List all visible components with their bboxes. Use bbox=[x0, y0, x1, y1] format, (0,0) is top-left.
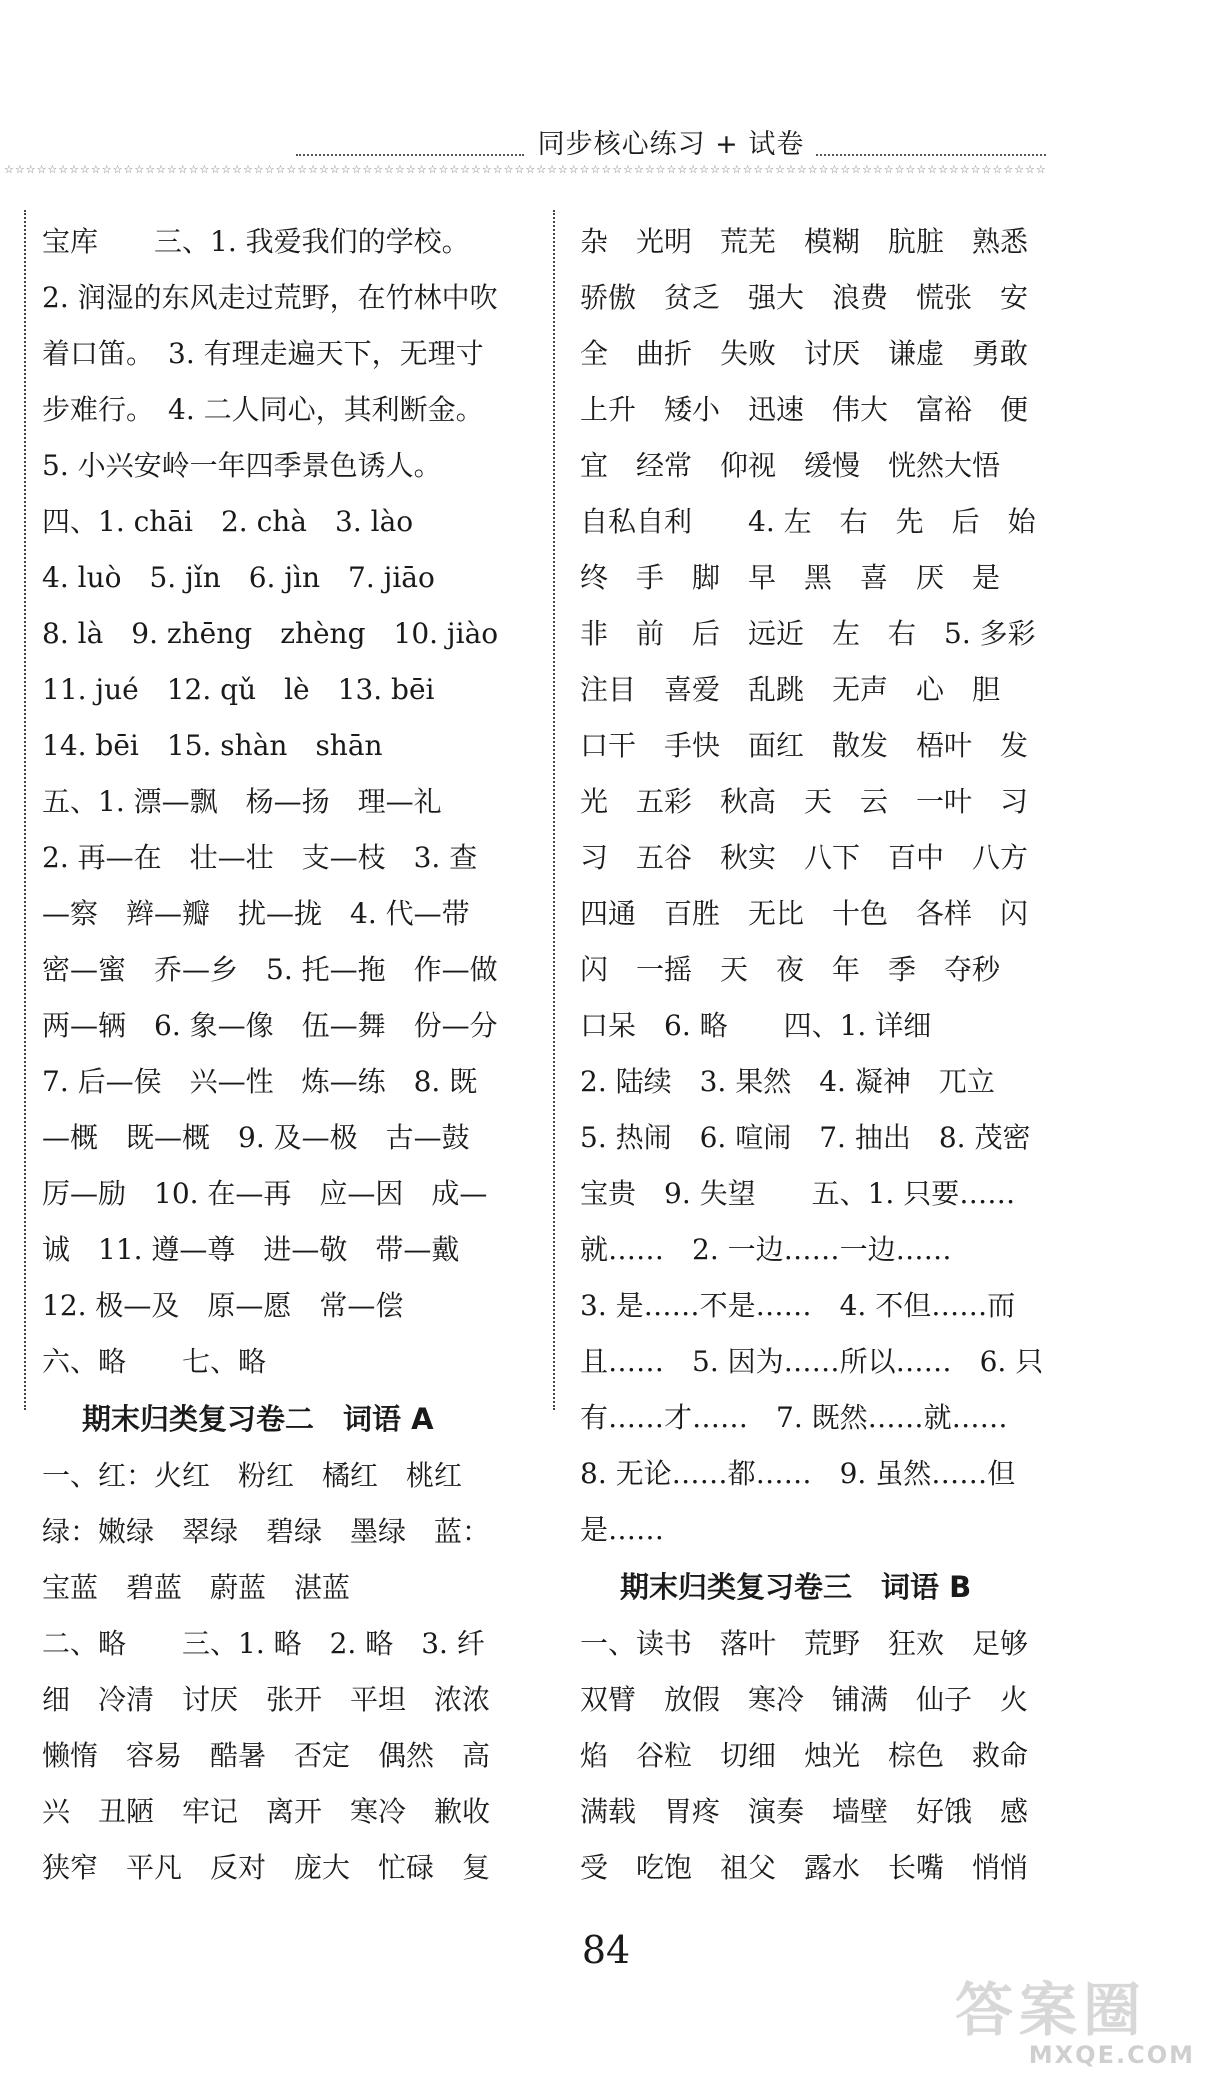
column-divider bbox=[553, 210, 555, 1410]
answer-line: 绿：嫩绿 翠绿 碧绿 墨绿 蓝： bbox=[42, 1515, 491, 1548]
watermark-text: 答案圈 bbox=[955, 1976, 1148, 2044]
answer-line: 细 冷清 讨厌 张开 平坦 浓浓 bbox=[42, 1683, 491, 1716]
answer-line: 二、略 三、1. 略 2. 略 3. 纤 bbox=[42, 1627, 485, 1660]
header-rule-right bbox=[816, 154, 1046, 156]
answer-line: 宝库 三、1. 我爱我们的学校。 bbox=[42, 225, 470, 258]
answer-line: 厉—励 10. 在—再 应—因 成— bbox=[42, 1177, 488, 1210]
watermark-logo bbox=[955, 1978, 1205, 2068]
answer-line: 注目 喜爱 乱跳 无声 心 胆 bbox=[580, 673, 1001, 706]
answer-line: 上升 矮小 迅速 伟大 富裕 便 bbox=[580, 393, 1029, 426]
answer-line: 宝蓝 碧蓝 蔚蓝 湛蓝 bbox=[42, 1571, 351, 1604]
star-border: ☆☆☆☆☆☆☆☆☆☆☆☆☆☆☆☆☆☆☆☆☆☆☆☆☆☆☆☆☆☆☆☆☆☆☆☆☆☆☆☆☆☆☆☆☆☆☆☆☆☆☆☆☆☆☆☆☆☆☆☆☆☆☆☆☆☆☆☆☆☆☆☆☆☆☆☆☆☆☆☆☆☆☆☆☆☆☆☆☆☆☆☆☆☆☆☆ bbox=[4, 163, 1047, 176]
answer-line: 懒惰 容易 酷暑 否定 偶然 高 bbox=[42, 1739, 491, 1772]
answer-line: 六、略 七、略 bbox=[42, 1345, 267, 1378]
answer-line: 两—辆 6. 象—像 伍—舞 份—分 bbox=[42, 1009, 498, 1042]
answer-line: 焰 谷粒 切细 烛光 棕色 救命 bbox=[580, 1739, 1029, 1772]
answer-line: 有……才…… 7. 既然……就…… bbox=[580, 1401, 1008, 1434]
answer-line: 习 五谷 秋实 八下 百中 八方 bbox=[580, 841, 1029, 874]
answer-line: 闪 一摇 天 夜 年 季 夺秒 bbox=[580, 953, 1001, 986]
right-answers-part2 bbox=[580, 1616, 1050, 1896]
answer-line: 5. 热闹 6. 喧闹 7. 抽出 8. 茂密 bbox=[580, 1121, 1031, 1154]
answer-line: 8. là 9. zhēng zhèng 10. jiào bbox=[42, 617, 499, 650]
answer-line: 骄傲 贫乏 强大 浪费 慌张 安 bbox=[580, 281, 1029, 314]
answer-line: 2. 陆续 3. 果然 4. 凝神 兀立 bbox=[580, 1065, 995, 1098]
answer-line: 杂 光明 荒芜 模糊 肮脏 熟悉 bbox=[580, 225, 1029, 258]
answer-line: 且…… 5. 因为……所以…… 6. 只 bbox=[580, 1345, 1044, 1378]
left-answers-part1 bbox=[42, 214, 532, 1390]
section-title-review-2: 期末归类复习卷二 词语 A bbox=[82, 1402, 434, 1436]
answer-line: 8. 无论……都…… 9. 虽然……但 bbox=[580, 1457, 1016, 1490]
watermark-url: MXQE.COM bbox=[1028, 2041, 1195, 2069]
left-answers-part2 bbox=[42, 1448, 532, 1896]
running-header bbox=[296, 122, 1046, 162]
answer-line: —概 既—概 9. 及—极 古—鼓 bbox=[42, 1121, 470, 1154]
answer-line: 受 吃饱 祖父 露水 长嘴 悄悄 bbox=[580, 1851, 1029, 1884]
answer-line: 四通 百胜 无比 十色 各样 闪 bbox=[580, 897, 1029, 930]
answer-line: 自私自利 4. 左 右 先 后 始 bbox=[580, 505, 1036, 538]
answer-line: 兴 丑陋 牢记 离开 寒冷 歉收 bbox=[42, 1795, 491, 1828]
answer-line: 口干 手快 面红 散发 梧叶 发 bbox=[580, 729, 1029, 762]
answer-line: 满载 胃疼 演奏 墙壁 好饿 感 bbox=[580, 1795, 1029, 1828]
answer-line: 是…… bbox=[580, 1513, 665, 1546]
answer-line: 五、1. 漂—飘 杨—扬 理—礼 bbox=[42, 785, 442, 818]
answer-line: 7. 后—侯 兴—性 炼—练 8. 既 bbox=[42, 1065, 478, 1098]
answer-line: 12. 极—及 原—愿 常—偿 bbox=[42, 1289, 404, 1322]
answer-line: 口呆 6. 略 四、1. 详细 bbox=[580, 1009, 932, 1042]
answer-line: 终 手 脚 早 黑 喜 厌 是 bbox=[580, 561, 1001, 594]
answer-line: 3. 是……不是…… 4. 不但……而 bbox=[580, 1289, 1016, 1322]
answer-line: 着口笛。 3. 有理走遍天下，无理寸 bbox=[42, 337, 484, 370]
answer-line: 双臂 放假 寒冷 铺满 仙子 火 bbox=[580, 1683, 1029, 1716]
answer-line: 非 前 后 远近 左 右 5. 多彩 bbox=[580, 617, 1036, 650]
answer-line: 密—蜜 乔—乡 5. 托—拖 作—做 bbox=[42, 953, 498, 986]
answer-line: 步难行。 4. 二人同心，其利断金。 bbox=[42, 393, 484, 426]
answer-line: 四、1. chāi 2. chà 3. lào bbox=[42, 505, 414, 538]
page-number: 84 bbox=[581, 1928, 631, 1972]
right-answers-part1 bbox=[580, 214, 1050, 1558]
answer-line: 诚 11. 遵—尊 进—敬 带—戴 bbox=[42, 1233, 460, 1266]
header-title: 同步核心练习 + 试卷 bbox=[537, 129, 805, 160]
answer-line: 一、红：火红 粉红 橘红 桃红 bbox=[42, 1459, 463, 1492]
answer-line: 就…… 2. 一边……一边…… bbox=[580, 1233, 952, 1266]
left-column bbox=[42, 214, 532, 1896]
answer-line: 宝贵 9. 失望 五、1. 只要…… bbox=[580, 1177, 1016, 1210]
answer-line: 5. 小兴安岭一年四季景色诱人。 bbox=[42, 449, 442, 482]
answer-line: 2. 再—在 壮—壮 支—枝 3. 查 bbox=[42, 841, 478, 874]
answer-line: 一、读书 落叶 荒野 狂欢 足够 bbox=[580, 1627, 1029, 1660]
answer-line: 4. luò 5. jǐn 6. jìn 7. jiāo bbox=[42, 561, 435, 594]
section-title-review-3: 期末归类复习卷三 词语 B bbox=[620, 1570, 972, 1604]
header-rule-left bbox=[296, 154, 524, 156]
answer-line: 全 曲折 失败 讨厌 谦虚 勇敢 bbox=[580, 337, 1029, 370]
answer-line: 2. 润湿的东风走过荒野，在竹林中吹 bbox=[42, 281, 498, 314]
answer-line: —察 辫—瓣 扰—拢 4. 代—带 bbox=[42, 897, 470, 930]
answer-line: 光 五彩 秋高 天 云 一叶 习 bbox=[580, 785, 1029, 818]
answer-line: 宜 经常 仰视 缓慢 恍然大悟 bbox=[580, 449, 1001, 482]
left-margin-rule bbox=[24, 210, 26, 1410]
answer-line: 狭窄 平凡 反对 庞大 忙碌 复 bbox=[42, 1851, 491, 1884]
answer-line: 11. jué 12. qǔ lè 13. bēi bbox=[42, 673, 435, 706]
answer-line: 14. bēi 15. shàn shān bbox=[42, 729, 383, 762]
right-column bbox=[580, 214, 1050, 1896]
